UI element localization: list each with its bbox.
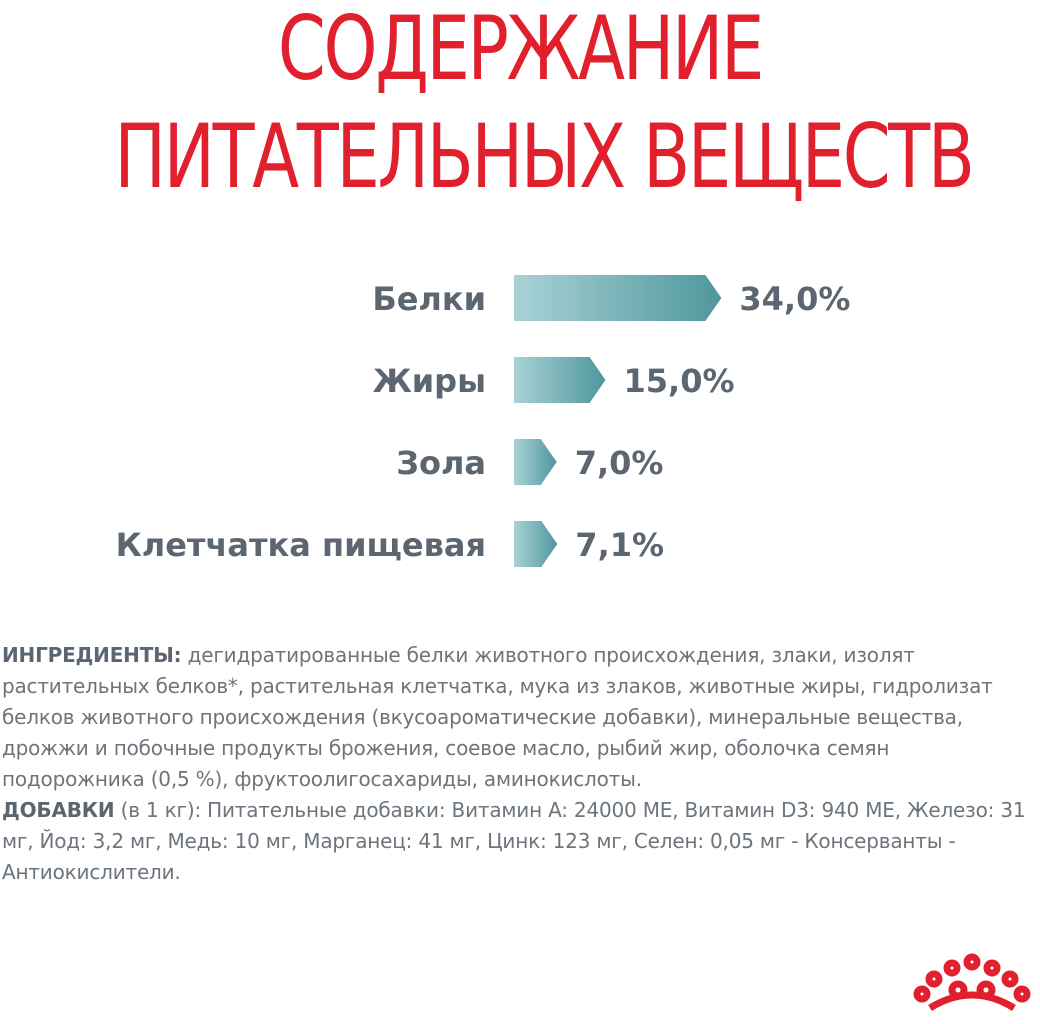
value-label: 34,0% [739, 280, 851, 318]
ingredients-text: дегидратированные белки животного происхождения, злаки, изолят растительных белков*, растительная клетчатка, мука из злаков, животные жиры, гидролизат белков животного происхождения (вкусоароматические добавки), минеральные вещества, дрожжи и побочные продукты брожения, соевое масло, рыбий жир, оболочка семян подорожника (0,5 %), фруктоолигосахариды, аминокислоты. [2, 643, 993, 791]
ingredients-block [2, 640, 1032, 888]
category-label: Жиры [372, 362, 486, 400]
value-label: 7,1% [575, 526, 665, 564]
page-title-line-2: ПИТАТЕЛЬНЫХ ВЕЩЕСТВ [114, 105, 973, 208]
additives-heading: ДОБАВКИ [2, 798, 115, 822]
ingredients-paragraph [2, 640, 1032, 795]
nutrient-bar-chart [0, 250, 1040, 590]
bar [514, 439, 557, 485]
category-label: Белки [372, 280, 486, 318]
additives-text: (в 1 кг): Питательные добавки: Витамин A: 24000 МЕ, Витамин D3: 940 МЕ, Железо: 31 мг, Йод: 3,2 мг, Медь: 10 мг, Марганец: 41 мг, Цинк: 123 мг, Селен: 0,05 мг - Консерванты - Антиокислители. [2, 798, 1026, 884]
page-title-line-1: СОДЕРЖАНИЕ [277, 0, 763, 100]
bar [514, 275, 721, 321]
ingredients-heading: ИНГРЕДИЕНТЫ: [2, 643, 182, 667]
additives-paragraph [2, 795, 1032, 888]
bar [514, 357, 606, 403]
category-label: Клетчатка пищевая [115, 526, 486, 564]
crown-icon [912, 952, 1032, 1020]
value-label: 7,0% [574, 444, 664, 482]
category-label: Зола [396, 444, 486, 482]
value-label: 15,0% [623, 362, 735, 400]
bar [514, 521, 557, 567]
